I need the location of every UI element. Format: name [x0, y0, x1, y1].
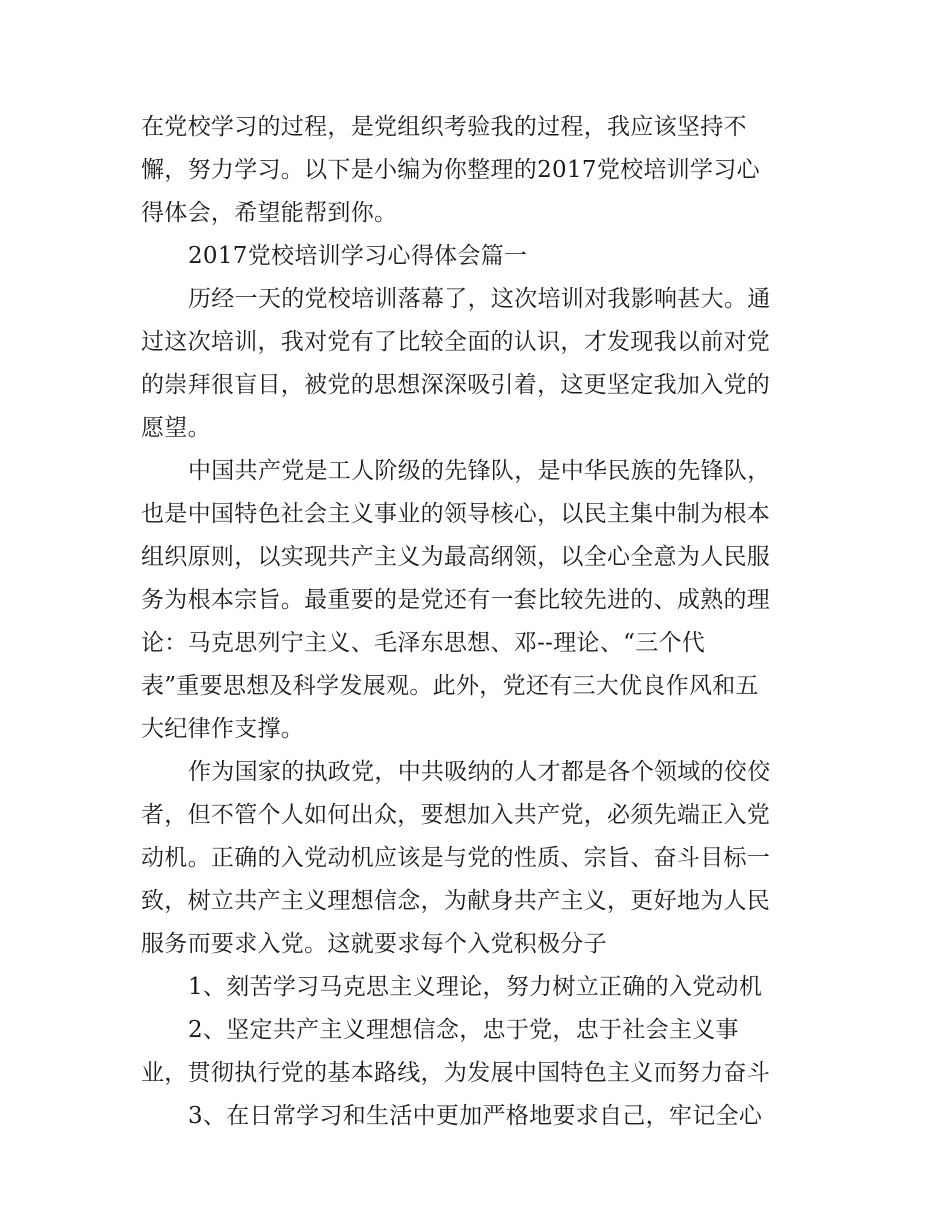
- list-item: 3、在日常学习和生活中更加严格地要求自己，牢记全心: [188, 1103, 763, 1129]
- text-line: 作为国家的执政党，中共吸纳的人才都是各个领域的佼佼: [188, 759, 771, 785]
- text-line: 中国共产党是工人阶级的先锋队，是中华民族的先锋队，: [188, 458, 771, 484]
- text-line: 历经一天的党校培训落幕了，这次培训对我影响甚大。通: [188, 286, 771, 312]
- text-line: 致，树立共产主义理想信念，为献身共产主义，更好地为人民: [141, 888, 771, 914]
- text-line: 务为根本宗旨。最重要的是党还有一套比较先进的、成熟的理: [141, 587, 771, 613]
- list-item: 1、刻苦学习马克思主义理论，努力树立正确的入党动机: [188, 974, 763, 1000]
- text-line: 大纪律作支撑。: [141, 716, 305, 742]
- text-line: 在党校学习的过程，是党组织考验我的过程，我应该坚持不: [141, 114, 747, 140]
- text-line: 服务而要求入党。这就要求每个入党积极分子: [141, 931, 607, 957]
- text-line: 也是中国特色社会主义事业的领导核心，以民主集中制为根本: [141, 501, 771, 527]
- text-line: 表”重要思想及科学发展观。此外，党还有三大优良作风和五: [141, 673, 759, 699]
- text-line: 组织原则，以实现共产主义为最高纲领，以全心全意为人民服: [141, 544, 771, 570]
- text-line: 得体会，希望能帮到你。: [141, 200, 398, 226]
- text-line: 过这次培训，我对党有了比较全面的认识，才发现我以前对党: [141, 329, 771, 355]
- section-heading: 2017党校培训学习心得体会篇一: [188, 243, 528, 269]
- text-line: 的崇拜很盲目，被党的思想深深吸引着，这更坚定我加入党的: [141, 372, 771, 398]
- text-line: 者，但不管个人如何出众，要想加入共产党，必须先端正入党: [141, 802, 771, 828]
- text-line: 懈，努力学习。以下是小编为你整理的2017党校培训学习心: [141, 157, 760, 183]
- text-line: 论：马克思列宁主义、毛泽东思想、邓--理论、“三个代: [141, 630, 706, 656]
- text-line: 愿望。: [141, 415, 211, 441]
- list-item: 2、坚定共产主义理想信念，忠于党，忠于社会主义事: [188, 1017, 739, 1043]
- text-line: 业，贯彻执行党的基本路线，为发展中国特色主义而努力奋斗: [141, 1060, 771, 1086]
- text-line: 动机。正确的入党动机应该是与党的性质、宗旨、奋斗目标一: [141, 845, 771, 871]
